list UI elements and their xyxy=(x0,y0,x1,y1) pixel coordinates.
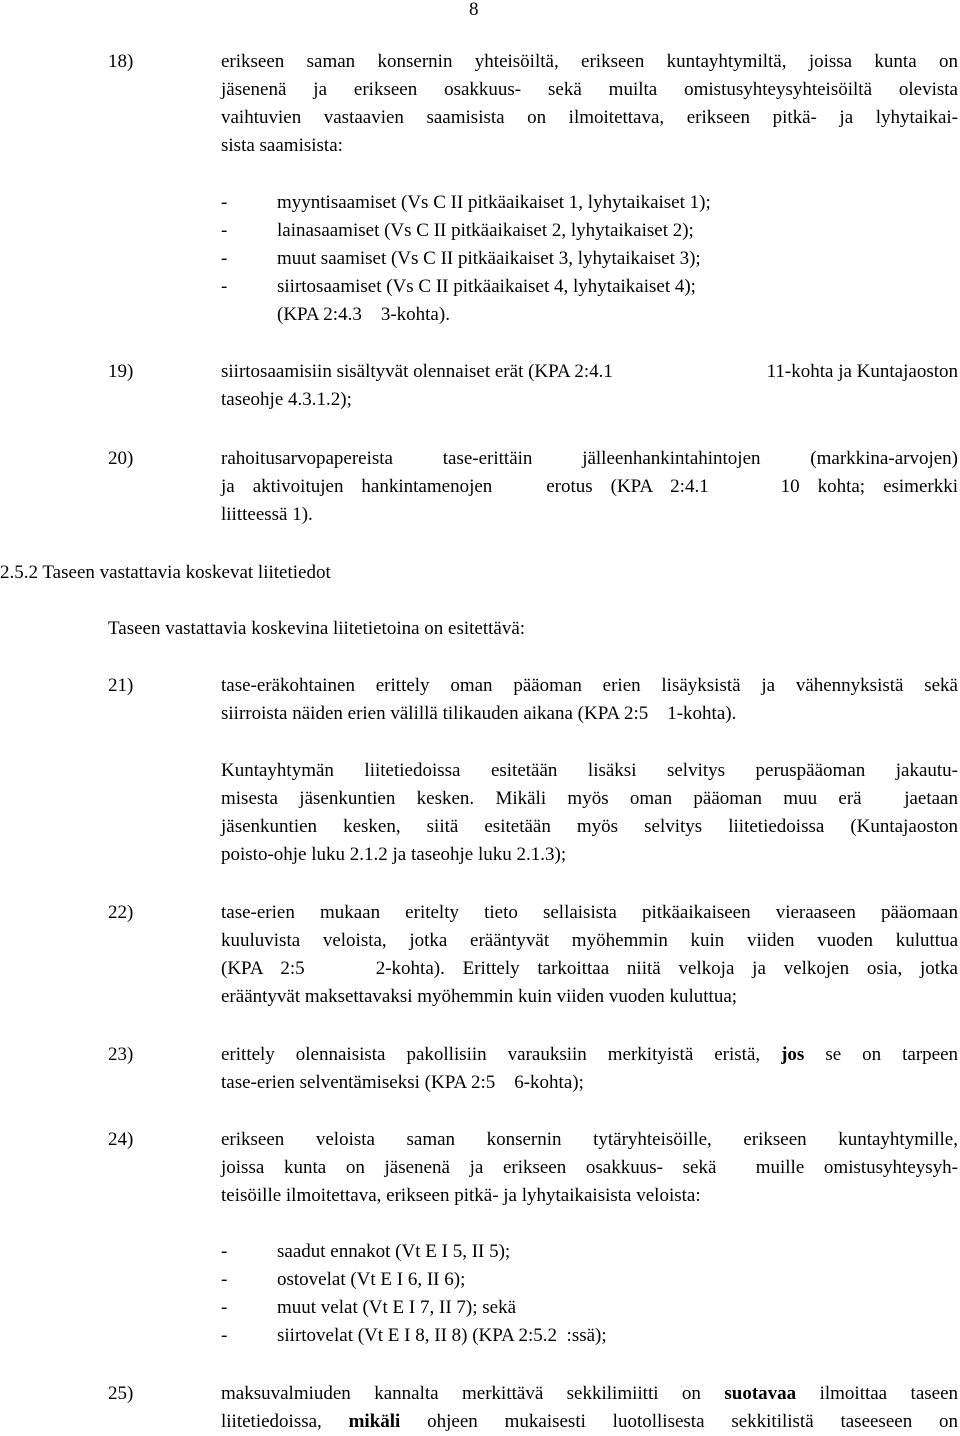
text-line: tase-erien selventämiseksi (KPA 2:5 6-kohta); xyxy=(221,1072,584,1093)
text-line: rahoitusarvopapereista tase-erittäin jälleenhankintahintojen (markkina-arvojen) xyxy=(221,448,958,469)
item-number: 25) xyxy=(108,1383,134,1404)
list-item xyxy=(221,217,841,245)
text-line: erääntyvät maksettavaksi myöhemmin kuin viiden vuoden kuluttua; xyxy=(221,986,738,1007)
item-number: 19) xyxy=(108,361,134,382)
item-number: 23) xyxy=(108,1044,134,1065)
text-line xyxy=(221,1408,958,1436)
bullet-dash: - xyxy=(221,220,228,241)
item-21-note xyxy=(221,757,958,869)
text-line: ja aktivoitujen hankintamenojen erotus (KPA 2:4.1 10 kohta; esimerkki xyxy=(221,476,958,497)
text-segment: 11-kohta ja Kuntajaoston xyxy=(766,361,958,382)
list-item xyxy=(221,245,841,273)
item-number: 18) xyxy=(108,51,134,72)
item-text xyxy=(221,1380,958,1436)
text-segment: liitetiedoissa, xyxy=(221,1411,322,1432)
bullet-dash: - xyxy=(221,1241,228,1262)
text-line: erikseen veloista saman konsernin tytäryhteisöille, erikseen kuntayhtymille, xyxy=(221,1129,958,1150)
text-line xyxy=(221,1380,958,1408)
bullet-dash: - xyxy=(221,1325,228,1346)
emphasis-text: mikäli xyxy=(348,1411,401,1432)
text-line: tase-eräkohtainen erittely oman pääoman erien lisäyksistä ja vähennyksistä sekä xyxy=(221,675,958,696)
section-heading: 2.5.2 Taseen vastattavia koskevat liitetiedot xyxy=(0,562,331,583)
item-text xyxy=(221,899,958,1011)
list-item-23 xyxy=(108,1041,958,1097)
text-line: joissa kunta on jäsenenä ja erikseen osakkuus- sekä muille omistusyhteysyh- xyxy=(221,1157,958,1178)
list-item xyxy=(221,1322,841,1350)
list-item-21 xyxy=(108,672,958,728)
reference-text: (KPA 2:4.3 3-kohta). xyxy=(277,304,450,325)
list-item-18 xyxy=(108,48,958,160)
text-segment: ilmoittaa taseen xyxy=(819,1383,959,1404)
text-line: Kuntayhtymän liitetiedoissa esitetään lisäksi selvitys peruspääoman jakautu- xyxy=(221,760,958,781)
bullet-dash: - xyxy=(221,276,228,297)
bullet-continuation xyxy=(221,301,841,329)
bullet-text: muut velat (Vt E I 7, II 7); sekä xyxy=(277,1297,517,1318)
item-text xyxy=(221,1041,958,1097)
list-item-25 xyxy=(108,1380,958,1436)
list-item xyxy=(221,1294,841,1322)
list-item-24 xyxy=(108,1126,958,1210)
list-item-19 xyxy=(108,358,958,414)
text-segment: siirtosaamisiin sisältyvät olennaiset erät (KPA 2:4.1 xyxy=(221,361,613,382)
intro-text: Taseen vastattavia koskevina liitetietoina on esitettävä: xyxy=(108,618,526,639)
bullet-text: saadut ennakot (Vt E I 5, II 5); xyxy=(277,1241,511,1262)
list-item-22 xyxy=(108,899,958,1011)
receivables-list xyxy=(221,189,841,329)
page-number: 8 xyxy=(469,0,479,20)
list-item-20 xyxy=(108,445,958,529)
list-item xyxy=(221,273,841,301)
item-text xyxy=(221,445,958,529)
text-line: poisto-ohje luku 2.1.2 ja taseohje luku 2.1.3); xyxy=(221,844,567,865)
text-segment: se on tarpeen xyxy=(825,1044,959,1065)
bullet-dash: - xyxy=(221,1269,228,1290)
text-line xyxy=(221,358,958,386)
text-segment: ohjeen mukaisesti luotollisesta sekkitilistä taseeseen on xyxy=(427,1411,958,1432)
text-line: tase-erien mukaan eritelty tieto sellaisista pitkäaikaiseen vieraaseen pääomaan xyxy=(221,902,958,923)
liabilities-list xyxy=(221,1238,841,1350)
text-line: jäsenenä ja erikseen osakkuus- sekä muilta omistusyhteysyhteisöiltä olevista xyxy=(221,79,958,100)
text-line: siirroista näiden erien välillä tilikauden aikana (KPA 2:5 1-kohta). xyxy=(221,703,737,724)
text-line: taseohje 4.3.1.2); xyxy=(221,389,352,410)
text-segment: maksuvalmiuden kannalta merkittävä sekkilimiitti on xyxy=(221,1383,701,1404)
item-number: 20) xyxy=(108,448,134,469)
bullet-text: muut saamiset (Vs C II pitkäaikaiset 3, lyhytaikaiset 3); xyxy=(277,248,701,269)
text-segment: erittely olennaisista pakollisiin varauksiin merkityistä eristä, xyxy=(221,1044,761,1065)
bullet-text: ostovelat (Vt E I 6, II 6); xyxy=(277,1269,466,1290)
text-line: jäsenkuntien kesken, siitä esitetään myös selvitys liitetiedoissa (Kuntajaoston xyxy=(221,816,958,837)
item-number: 21) xyxy=(108,675,134,696)
bullet-text: siirtovelat (Vt E I 8, II 8) (KPA 2:5.2 :ssä); xyxy=(277,1325,607,1346)
text-line: erikseen saman konsernin yhteisöiltä, erikseen kuntayhtymiltä, joissa kunta on xyxy=(221,51,958,72)
list-item xyxy=(221,1238,841,1266)
bullet-dash: - xyxy=(221,192,228,213)
emphasis-text: jos xyxy=(781,1044,805,1065)
bullet-text: siirtosaamiset (Vs C II pitkäaikaiset 4, lyhytaikaiset 4); xyxy=(277,276,696,297)
item-text xyxy=(221,48,958,160)
item-text xyxy=(221,358,958,414)
bullet-text: lainasaamiset (Vs C II pitkäaikaiset 2, lyhytaikaiset 2); xyxy=(277,220,694,241)
text-line: (KPA 2:5 2-kohta). Erittely tarkoittaa niitä velkoja ja velkojen osia, jotka xyxy=(221,958,958,979)
item-text xyxy=(221,1126,958,1210)
text-line: kuuluvista veloista, jotka erääntyvät myöhemmin kuin viiden vuoden kuluttua xyxy=(221,930,958,951)
bullet-text: myyntisaamiset (Vs C II pitkäaikaiset 1, lyhytaikaiset 1); xyxy=(277,192,711,213)
text-line xyxy=(221,1041,958,1069)
item-number: 24) xyxy=(108,1129,134,1150)
item-text xyxy=(221,672,958,728)
text-line: misesta jäsenkuntien kesken. Mikäli myös oman pääoman muu erä jaetaan xyxy=(221,788,958,809)
text-line: teisöille ilmoitettava, erikseen pitkä- ja lyhytaikaisista veloista: xyxy=(221,1185,701,1206)
text-line: sista saamisista: xyxy=(221,135,343,156)
bullet-dash: - xyxy=(221,1297,228,1318)
text-line: liitteessä 1). xyxy=(221,504,313,525)
bullet-dash: - xyxy=(221,248,228,269)
list-item xyxy=(221,189,841,217)
item-number: 22) xyxy=(108,902,134,923)
emphasis-text: suotavaa xyxy=(724,1383,797,1404)
text-line: vaihtuvien vastaavien saamisista on ilmoitettava, erikseen pitkä- ja lyhytaikai- xyxy=(221,107,958,128)
list-item xyxy=(221,1266,841,1294)
